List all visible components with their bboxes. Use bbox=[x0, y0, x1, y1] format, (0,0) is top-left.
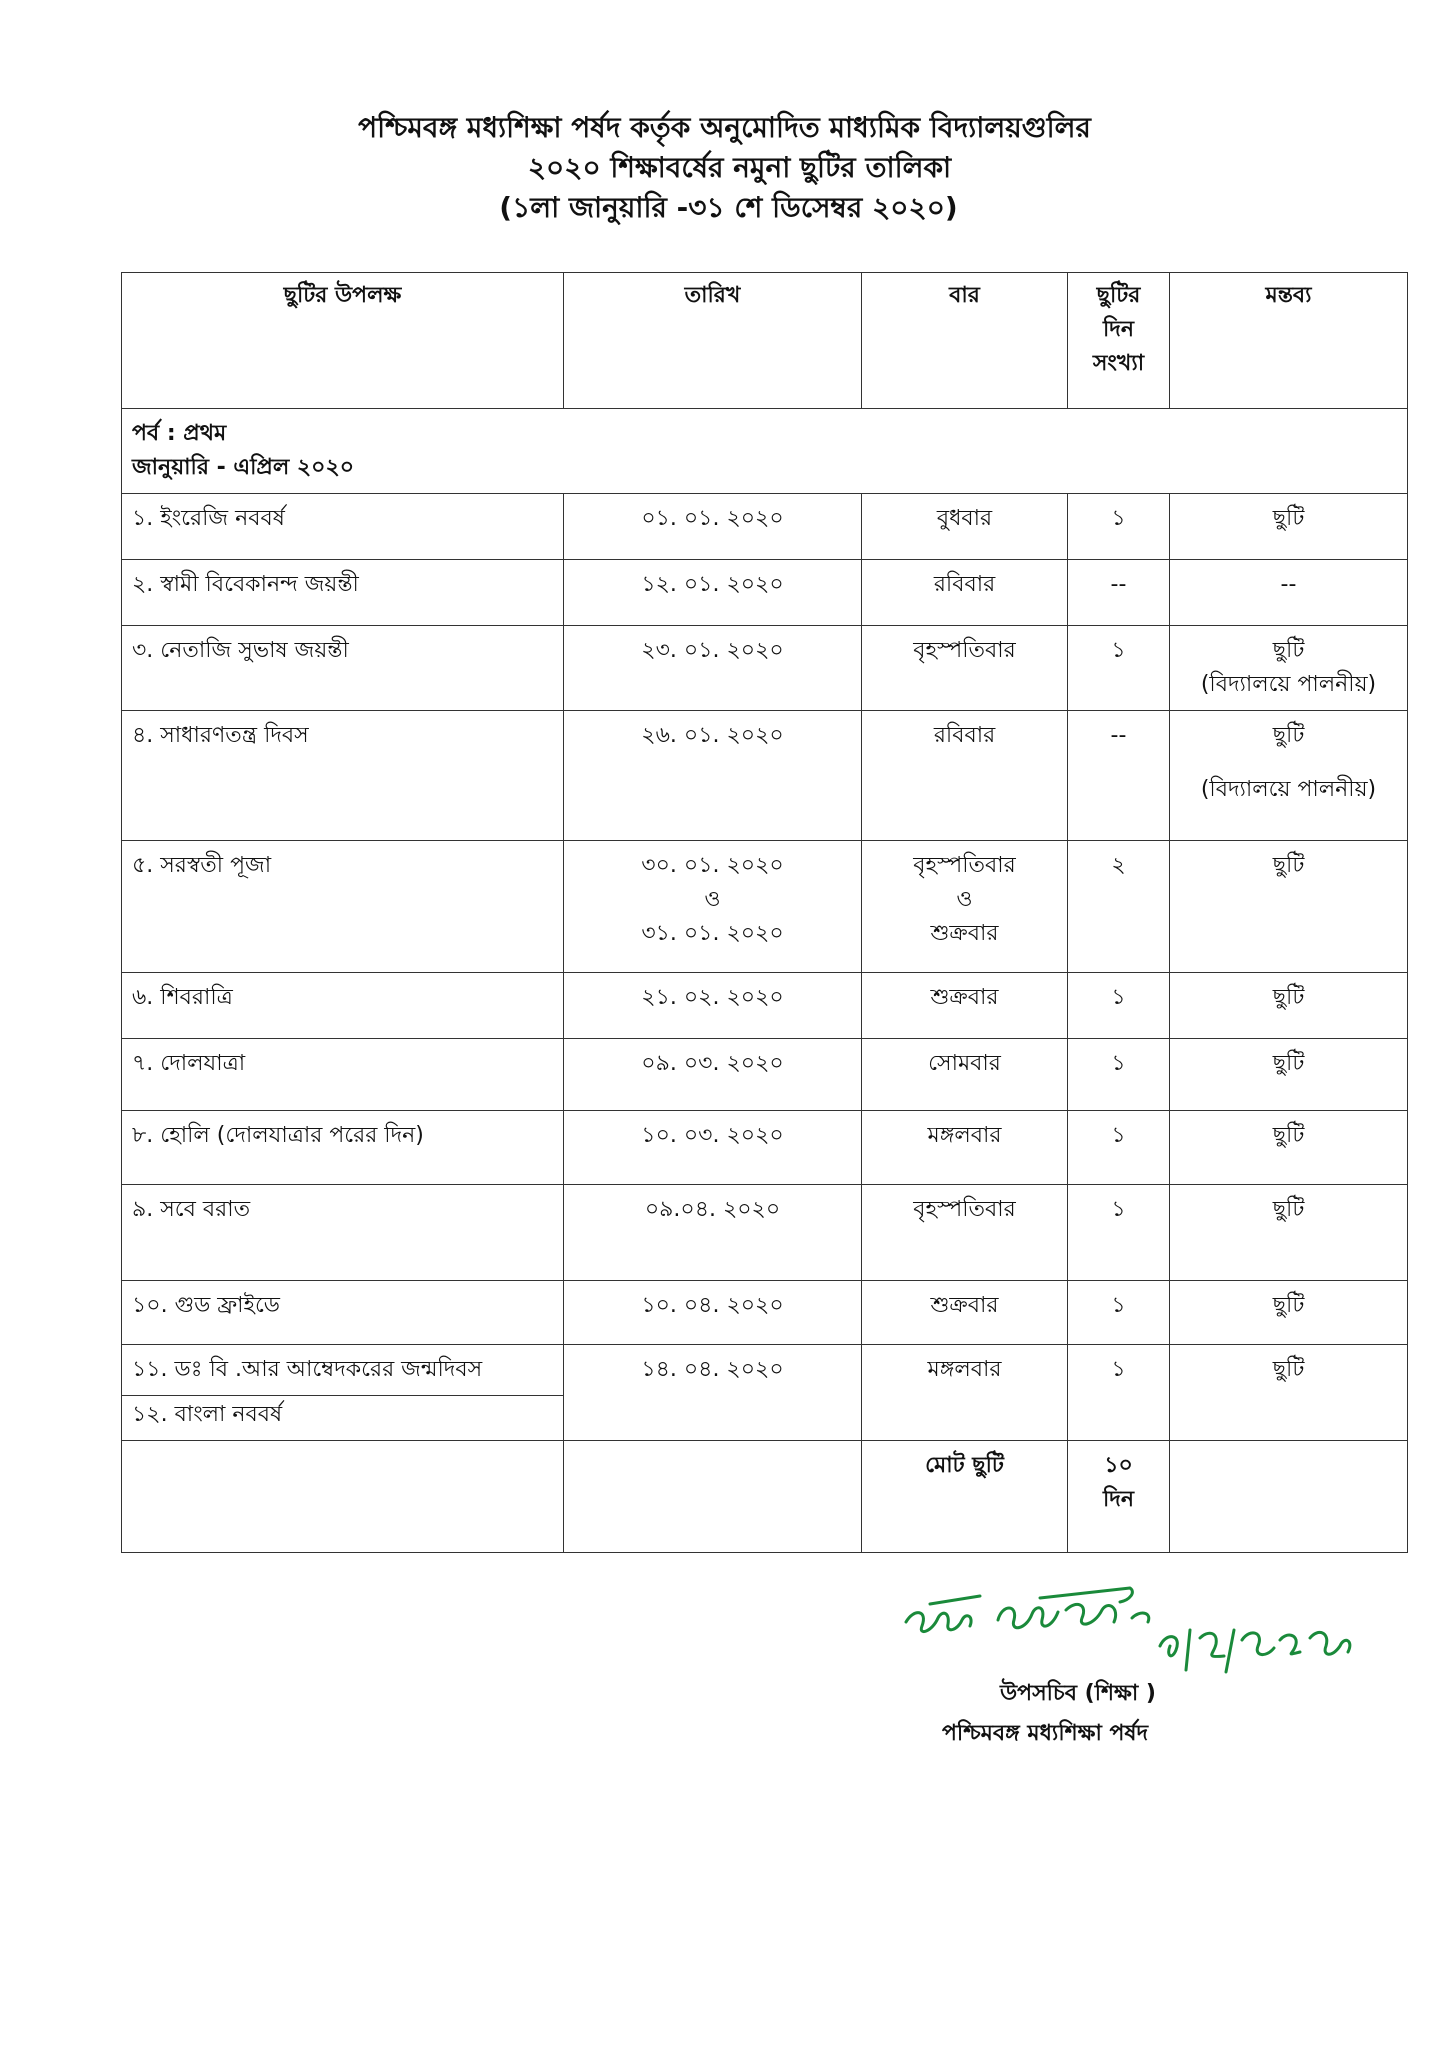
header-occasion: ছুটির উপলক্ষ bbox=[122, 273, 564, 409]
section-title: পর্ব : প্রথম bbox=[132, 421, 227, 446]
header-line-2: ২০২০ শিক্ষাবর্ষের নমুনা ছুটির তালিকা bbox=[527, 151, 952, 184]
remark-cell: -- bbox=[1170, 560, 1408, 626]
remark-cell: ছুটি bbox=[1170, 1185, 1408, 1281]
day-cell: শুক্রবার bbox=[862, 1281, 1068, 1345]
table-row bbox=[122, 1039, 1408, 1111]
count-cell: ১ bbox=[1068, 1281, 1170, 1345]
date-cell: ২৬. ০১. ২০২০ bbox=[564, 711, 862, 841]
header-date: তারিখ bbox=[564, 273, 862, 409]
section-cell bbox=[122, 409, 1408, 494]
occasion-cell: ৩. নেতাজি সুভাষ জয়ন্তী bbox=[122, 626, 564, 711]
table-row bbox=[122, 494, 1408, 560]
header-line-3: (১লা জানুয়ারি -৩১ শে ডিসেম্বর ২০২০) bbox=[499, 191, 958, 224]
count-cell: ১ bbox=[1068, 1111, 1170, 1185]
empty-cell bbox=[564, 1441, 862, 1553]
designation: উপসচিব (শিক্ষা ) bbox=[1000, 1681, 1156, 1706]
day-cell: মঙ্গলবার bbox=[862, 1345, 1068, 1441]
day-cell bbox=[862, 841, 1068, 973]
count-cell: ১ bbox=[1068, 1185, 1170, 1281]
holiday-table bbox=[121, 272, 1408, 1553]
header-line-1: পশ্চিমবঙ্গ মধ্যশিক্ষা পর্ষদ কর্তৃক অনুমোদিত মাধ্যমিক বিদ্যালয়গুলির bbox=[358, 111, 1091, 144]
remark-cell bbox=[1170, 626, 1408, 711]
remark-cell: ছুটি bbox=[1170, 1345, 1408, 1441]
header-remarks: মন্তব্য bbox=[1170, 273, 1408, 409]
count-cell: ১ bbox=[1068, 1345, 1170, 1441]
occasion-cell: ৬. শিবরাত্রি bbox=[122, 973, 564, 1039]
remark-cell: ছুটি bbox=[1170, 1039, 1408, 1111]
remark-cell: ছুটি bbox=[1170, 841, 1408, 973]
remark-note: (বিদ্যালয়ে পালনীয়) bbox=[1200, 672, 1377, 697]
table-row bbox=[122, 973, 1408, 1039]
occasion-cell: ৭. দোলযাত্রা bbox=[122, 1039, 564, 1111]
table-row bbox=[122, 1281, 1408, 1345]
count-cell: ১ bbox=[1068, 1039, 1170, 1111]
day-cell: রবিবার bbox=[862, 560, 1068, 626]
day-cell: সোমবার bbox=[862, 1039, 1068, 1111]
empty-cell bbox=[122, 1441, 564, 1553]
table-row bbox=[122, 711, 1408, 841]
count-cell: -- bbox=[1068, 711, 1170, 841]
day-text: বৃহস্পতিবার bbox=[913, 853, 1016, 878]
header-day: বার bbox=[862, 273, 1068, 409]
date-cell bbox=[564, 841, 862, 973]
remark-cell: ছুটি bbox=[1170, 494, 1408, 560]
remark-text: ছুটি bbox=[1272, 638, 1305, 663]
occasion-cell: ৪. সাধারণতন্ত্র দিবস bbox=[122, 711, 564, 841]
table-row bbox=[122, 1345, 1408, 1396]
date-cell: ২১. ০২. ২০২০ bbox=[564, 973, 862, 1039]
occasion-cell: ১০. গুড ফ্রাইডে bbox=[122, 1281, 564, 1345]
day-text-2: শুক্রবার bbox=[930, 921, 999, 946]
day-cell: বুধবার bbox=[862, 494, 1068, 560]
count-cell: ২ bbox=[1068, 841, 1170, 973]
table-row bbox=[122, 626, 1408, 711]
occasion-cell: ৯. সবে বরাত bbox=[122, 1185, 564, 1281]
total-label: মোট ছুটি bbox=[862, 1441, 1068, 1553]
remark-cell: ছুটি bbox=[1170, 1111, 1408, 1185]
day-cell: বৃহস্পতিবার bbox=[862, 1185, 1068, 1281]
signatory-block bbox=[942, 1674, 1156, 1754]
date-cell: ১০. ০৪. ২০২০ bbox=[564, 1281, 862, 1345]
office-name: পশ্চিমবঙ্গ মধ্যশিক্ষা পর্ষদ bbox=[942, 1721, 1149, 1746]
total-unit: দিন bbox=[1103, 1487, 1134, 1512]
date-cell: ১০. ০৩. ২০২০ bbox=[564, 1111, 862, 1185]
date-join: ও bbox=[704, 887, 721, 912]
table-header-row bbox=[122, 273, 1408, 409]
occasion-cell: ১১. ডঃ বি .আর আম্বেদকরের জন্মদিবস bbox=[122, 1345, 564, 1396]
occasion-cell: ৫. সরস্বতী পূজা bbox=[122, 841, 564, 973]
day-cell: বৃহস্পতিবার bbox=[862, 626, 1068, 711]
table-row bbox=[122, 841, 1408, 973]
count-cell: ১ bbox=[1068, 626, 1170, 711]
date-text: ৩০. ০১. ২০২০ bbox=[641, 853, 784, 878]
date-cell: ১৪. ০৪. ২০২০ bbox=[564, 1345, 862, 1441]
date-cell: ২৩. ০১. ২০২০ bbox=[564, 626, 862, 711]
occasion-cell: ২. স্বামী বিবেকানন্দ জয়ন্তী bbox=[122, 560, 564, 626]
date-cell: ০৯.০৪. ২০২০ bbox=[564, 1185, 862, 1281]
table-row bbox=[122, 1111, 1408, 1185]
section-row bbox=[122, 409, 1408, 494]
document-header bbox=[0, 108, 1449, 228]
date-cell: ০৯. ০৩. ২০২০ bbox=[564, 1039, 862, 1111]
remark-cell: ছুটি bbox=[1170, 973, 1408, 1039]
total-value-cell bbox=[1068, 1441, 1170, 1553]
date-cell: ০১. ০১. ২০২০ bbox=[564, 494, 862, 560]
remark-cell bbox=[1170, 711, 1408, 841]
remark-note: (বিদ্যালয়ে পালনীয়) bbox=[1200, 777, 1377, 802]
day-cell: মঙ্গলবার bbox=[862, 1111, 1068, 1185]
empty-cell bbox=[1170, 1441, 1408, 1553]
date-cell: ১২. ০১. ২০২০ bbox=[564, 560, 862, 626]
remark-text: ছুটি bbox=[1272, 723, 1305, 748]
occasion-cell: ১. ইংরেজি নববর্ষ bbox=[122, 494, 564, 560]
table-row bbox=[122, 560, 1408, 626]
total-row bbox=[122, 1441, 1408, 1553]
section-period: জানুয়ারি - এপ্রিল ২০২০ bbox=[132, 455, 355, 480]
table-row bbox=[122, 1185, 1408, 1281]
day-cell: রবিবার bbox=[862, 711, 1068, 841]
total-value: ১০ bbox=[1104, 1453, 1133, 1478]
occasion-cell: ১২. বাংলা নববর্ষ bbox=[122, 1396, 564, 1441]
occasion-cell: ৮. হোলি (দোলযাত্রার পরের দিন) bbox=[122, 1111, 564, 1185]
day-cell: শুক্রবার bbox=[862, 973, 1068, 1039]
date-text-2: ৩১. ০১. ২০২০ bbox=[641, 921, 784, 946]
count-cell: -- bbox=[1068, 560, 1170, 626]
remark-cell: ছুটি bbox=[1170, 1281, 1408, 1345]
count-cell: ১ bbox=[1068, 494, 1170, 560]
count-cell: ১ bbox=[1068, 973, 1170, 1039]
day-join: ও bbox=[956, 887, 973, 912]
header-days-count: ছুটির দিন সংখ্যা bbox=[1068, 273, 1170, 409]
